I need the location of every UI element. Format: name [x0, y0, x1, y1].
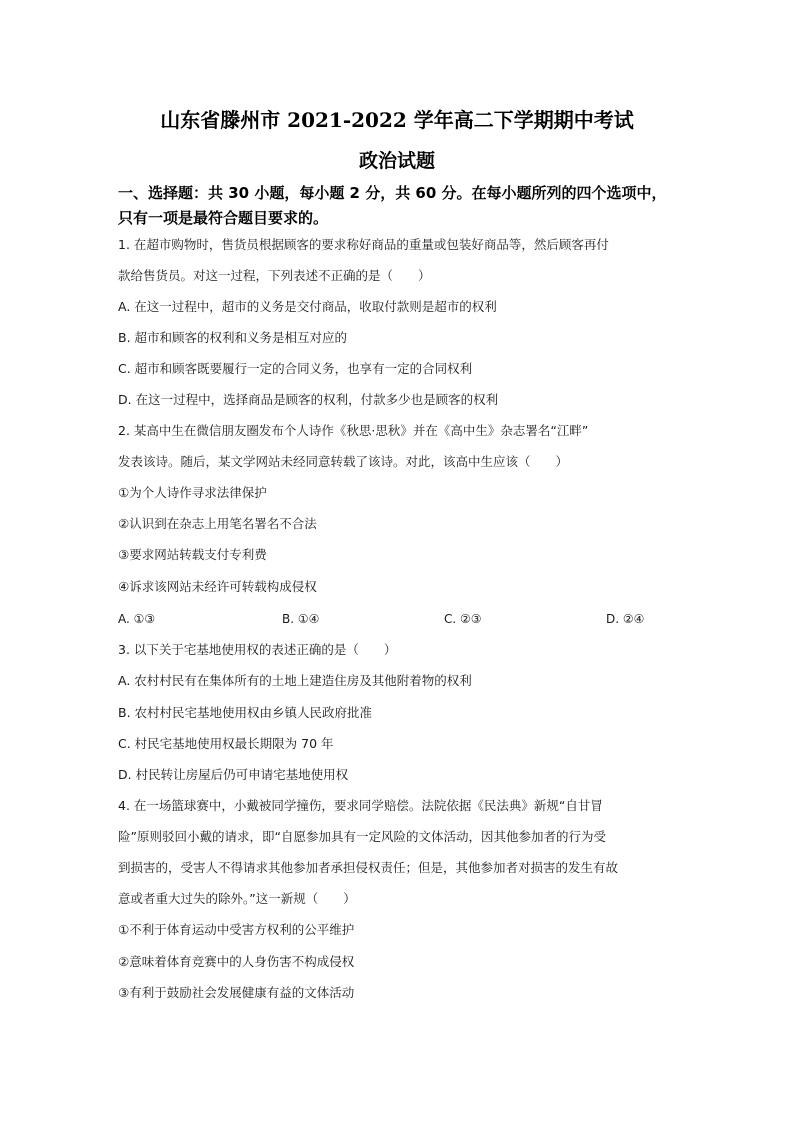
q2-option-a: A. ①③	[118, 612, 156, 626]
q4-statement-2: ②意味着体育竞赛中的人身伤害不构成侵权	[118, 954, 355, 969]
q2-statement-2: ②认识到在杂志上用笔名署名不合法	[118, 516, 317, 531]
q3-option-a: A. 农村村民有在集体所有的土地上建造住房及其他附着物的权利	[118, 673, 472, 688]
q4-stem-line-4: 意或者重大过失的除外。”这一新规（ ）	[118, 891, 356, 906]
q3-option-b: B. 农村村民宅基地使用权由乡镇人民政府批准	[118, 705, 373, 720]
q2-option-d: D. ②④	[606, 612, 645, 626]
q1-stem-line-1: 1. 在超市购物时，售货员根据顾客的要求称好商品的重量或包装好商品等，然后顾客再付	[118, 237, 609, 252]
q4-stem-line-1: 4. 在一场篮球赛中，小戴被同学撞伤，要求同学赔偿。法院依据《民法典》新规“自甘冒	[118, 798, 603, 813]
q3-stem: 3. 以下关于宅基地使用权的表述正确的是（ ）	[118, 642, 397, 657]
q1-stem-line-2: 款给售货员。对这一过程，下列表述不正确的是（ ）	[118, 268, 431, 283]
q2-statement-1: ①为个人诗作寻求法律保护	[118, 485, 267, 500]
q1-option-b: B. 超市和顾客的权利和义务是相互对应的	[118, 330, 348, 345]
q1-option-c: C. 超市和顾客既要履行一定的合同义务，也享有一定的合同权利	[118, 361, 473, 376]
q4-stem-line-3: 到损害的，受害人不得请求其他参加者承担侵权责任；但是，其他参加者对损害的发生有故	[118, 860, 619, 875]
q2-statement-4: ④诉求该网站未经许可转载构成侵权	[118, 579, 317, 594]
q1-option-d: D. 在这一过程中，选择商品是顾客的权利，付款多少也是顾客的权利	[118, 392, 499, 407]
q4-statement-3: ③有利于鼓励社会发展健康有益的文体活动	[118, 985, 355, 1000]
q2-option-b: B. ①④	[282, 612, 320, 626]
exam-subject-title: 政治试题	[358, 150, 435, 172]
q2-statement-3: ③要求网站转载支付专利费	[118, 547, 267, 562]
q2-stem-line-1: 2. 某高中生在微信朋友圈发布个人诗作《秋思·思秋》并在《高中生》杂志署名“江畔”	[118, 423, 589, 438]
q4-statement-1: ①不利于体育运动中受害方权利的公平维护	[118, 922, 355, 937]
q2-stem-line-2: 发表该诗。随后，某文学网站未经同意转载了该诗。对此，该高中生应该（ ）	[118, 454, 569, 469]
q3-option-d: D. 村民转让房屋后仍可申请宅基地使用权	[118, 767, 349, 782]
q4-stem-line-2: 险”原则驳回小戴的请求，即“自愿参加具有一定风险的文体活动，因其他参加者的行为受	[118, 829, 606, 844]
section-heading-line-1: 一、选择题：共 30 小题，每小题 2 分，共 60 分。在每小题所列的四个选项中，	[118, 184, 667, 202]
q1-option-a: A. 在这一过程中，超市的义务是交付商品，收取付款则是超市的权利	[118, 299, 497, 314]
q3-option-c: C. 村民宅基地使用权最长期限为 70 年	[118, 736, 334, 751]
exam-title: 山东省滕州市 2021-2022 学年高二下学期期中考试	[160, 108, 634, 132]
section-heading-line-2: 只有一项是最符合题目要求的。	[118, 209, 329, 227]
q2-option-c: C. ②③	[444, 612, 482, 626]
